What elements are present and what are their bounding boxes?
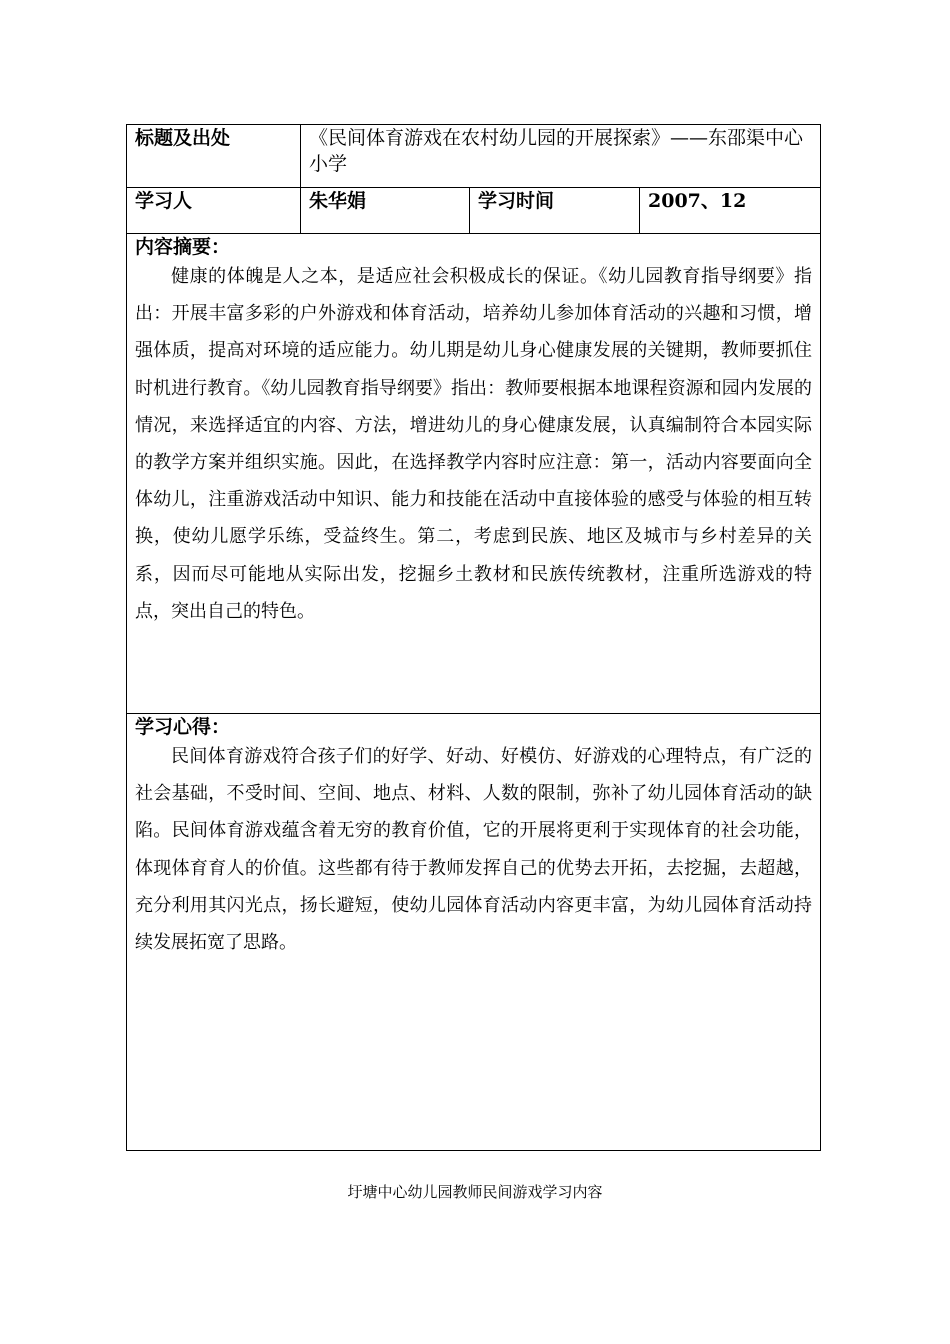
learner-label: 学习人 xyxy=(127,188,301,234)
title-label: 标题及出处 xyxy=(127,125,301,188)
learner-value: 朱华娟 xyxy=(301,188,470,234)
study-record-table xyxy=(126,124,821,1151)
summary-heading: 内容摘要： xyxy=(135,236,231,258)
title-value: 《民间体育游戏在农村幼儿园的开展探索》——东邵渠中心小学 xyxy=(301,125,821,188)
time-label: 学习时间 xyxy=(470,188,640,234)
learner-row xyxy=(127,188,821,234)
summary-text: 健康的体魄是人之本，是适应社会积极成长的保证。《幼儿园教育指导纲要》指出：开展丰富多彩的户外游戏和体育活动，培养幼儿参加体育活动的兴趣和习惯，增强体质，提高对环境的适应能力。幼儿期是幼儿身心健康发展的关键期，教师要抓住时机进行教育。《幼儿园教育指导纲要》指出：教师要根据本地课程资源和园内发展的情况，来选择适宜的内容、方法，增进幼儿的身心健康发展，认真编制符合本园实际的教学方案并组织实施。因此，在选择教学内容时应注意：第一，活动内容要面向全体幼儿，注重游戏活动中知识、能力和技能在活动中直接体验的感受与体验的相互转换，使幼儿愿学乐练，受益终生。第二，考虑到民族、地区及城市与乡村差异的关系，因而尽可能地从实际出发，挖掘乡土教材和民族传统教材，注重所选游戏的特点，突出自己的特色。 xyxy=(135,266,813,622)
summary-row xyxy=(127,234,821,714)
footer-caption: 圩塘中心幼儿园教师民间游戏学习内容 xyxy=(347,1183,603,1201)
time-value: 2007、12 xyxy=(640,188,821,234)
reflection-row xyxy=(127,714,821,1151)
reflection-cell xyxy=(127,714,821,1151)
summary-cell xyxy=(127,234,821,714)
title-row xyxy=(127,125,821,188)
reflection-heading: 学习心得： xyxy=(135,716,231,738)
reflection-text: 民间体育游戏符合孩子们的好学、好动、好模仿、好游戏的心理特点，有广泛的社会基础，不受时间、空间、地点、材料、人数的限制，弥补了幼儿园体育活动的缺陷。民间体育游戏蕴含着无穷的教育价值，它的开展将更利于实现体育的社会功能，体现体育育人的价值。这些都有待于教师发挥自己的优势去开拓，去挖掘，去超越，充分利用其闪光点，扬长避短，使幼儿园体育活动内容更丰富，为幼儿园体育活动持续发展拓宽了思路。 xyxy=(135,746,813,954)
